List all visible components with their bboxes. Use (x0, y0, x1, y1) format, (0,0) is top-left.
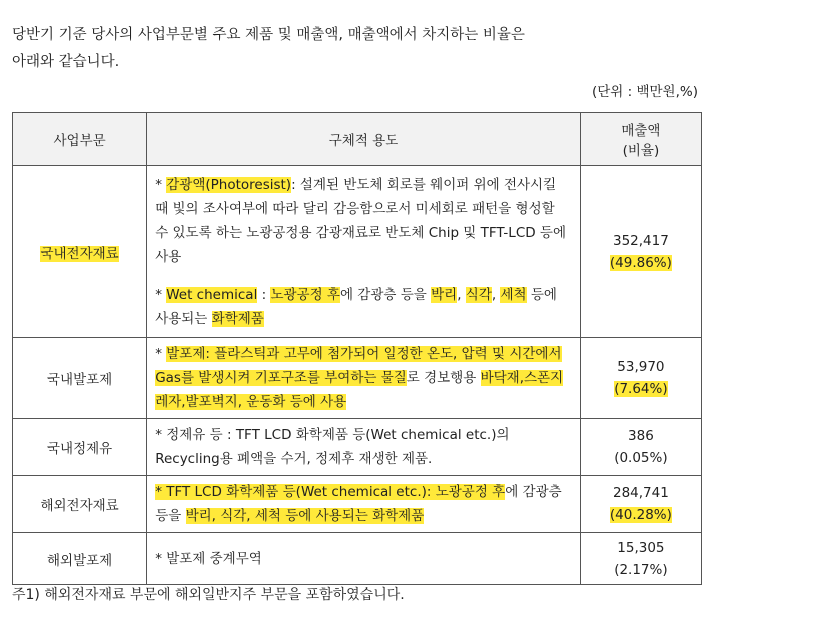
table-row (13, 419, 702, 476)
highlighted-text: 세척 (500, 286, 527, 303)
sales-amount: 284,741 (612, 485, 669, 501)
sales-ratio: (7.64%) (614, 381, 668, 397)
segment-cell (13, 476, 147, 533)
use-text: 에 감광층 등을 (155, 484, 562, 524)
header-segment: 사업부문 (13, 113, 147, 166)
highlighted-text: 식각 (465, 286, 492, 303)
use-text: * 발포제 중계무역 (155, 550, 262, 567)
bullet: * (155, 286, 167, 303)
use-text: 등에 사용되는 (155, 286, 557, 327)
highlighted-text: * TFT LCD 화학제품 등(Wet chemical etc.): 노광공정 후 (155, 484, 506, 500)
sales-amount: 386 (628, 428, 654, 444)
use-cell (147, 419, 581, 476)
highlighted-text: Wet chemical (166, 286, 258, 303)
header-ratio-label: (비율) (622, 143, 660, 159)
sales-ratio: (49.86%) (609, 254, 672, 271)
sales-table (12, 112, 702, 585)
segment-cell (13, 533, 147, 585)
use-text: 로 경보행용 (406, 370, 481, 386)
table-row (13, 533, 702, 585)
sales-cell (580, 476, 701, 533)
segment-label: 국내전자재료 (40, 245, 119, 262)
sales-cell (580, 419, 701, 476)
use-paragraph-wet-chemical (155, 283, 572, 331)
sales-ratio: (0.05%) (614, 450, 668, 466)
sales-amount: 53,970 (617, 359, 665, 375)
use-text: , (491, 286, 501, 303)
bullet: * (155, 176, 167, 193)
highlighted-text: 화학제품 (211, 310, 264, 327)
use-cell (147, 166, 581, 338)
header-use: 구체적 용도 (147, 113, 581, 166)
header-sales-label: 매출액 (621, 123, 661, 139)
use-cell (147, 338, 581, 419)
table-row (13, 338, 702, 419)
highlighted-text: 노광공정 후 (270, 286, 340, 303)
segment-cell (13, 338, 147, 419)
use-text: : 설계된 반도체 회로를 웨이퍼 위에 전사시킬 때 빛의 조사여부에 따라 달리 감응함으로서 미세회로 패턴을 형성할 수 있도록 하는 노광공정용 감광재료로 반도체 Chip 및 TFT-LCD 등에 사용 (155, 176, 567, 265)
segment-label: 국내발포제 (46, 372, 113, 388)
sales-amount: 15,305 (617, 539, 665, 556)
intro-paragraph (12, 22, 652, 76)
sales-cell (580, 338, 701, 419)
table-header-row (13, 113, 702, 166)
sales-amount: 352,417 (612, 232, 669, 249)
intro-line-1: 당반기 기준 당사의 사업부문별 주요 제품 및 매출액, 매출액에서 차지하는 비율은 (12, 27, 525, 43)
header-sales (580, 113, 701, 166)
segment-cell (13, 419, 147, 476)
highlighted-text: 바닥재,스폰지레자,발포벽지, 운동화 등에 사용 (155, 370, 564, 410)
use-text: , (457, 286, 466, 303)
segment-label: 해외발포제 (46, 552, 113, 569)
highlighted-text: 감광액(Photoresist) (166, 176, 292, 193)
segment-cell (13, 166, 147, 338)
sales-ratio: (2.17%) (614, 561, 668, 578)
segment-label: 국내정제유 (46, 441, 113, 457)
highlighted-text: 발포제: 플라스틱과 고무에 첨가되어 일정한 온도, 압력 및 시간에서 Gas를 발생시켜 기포구조를 부여하는 물질 (155, 346, 562, 386)
use-text: * 정제유 등 : TFT LCD 화학제품 등(Wet chemical etc.)의 Recycling용 폐액을 수거, 정제후 재생한 제품. (155, 427, 510, 467)
table-row (13, 476, 702, 533)
footnote: 주1) 해외전자재료 부문에 해외일반지주 부문을 포함하였습니다. (12, 587, 405, 603)
sales-cell (580, 533, 701, 585)
segment-label: 해외전자재료 (40, 498, 119, 514)
unit-label: (단위 : 백만원,%) (592, 84, 698, 100)
use-cell (147, 533, 581, 585)
bullet: * (155, 346, 167, 362)
highlighted-text: 박리 (431, 286, 458, 303)
use-cell (147, 476, 581, 533)
sales-cell (580, 166, 701, 338)
highlighted-text: 박리, 식각, 세척 등에 사용되는 화학제품 (185, 508, 425, 524)
use-paragraph-photoresist (155, 173, 572, 269)
sales-ratio: (40.28%) (609, 507, 672, 523)
intro-line-2: 아래와 같습니다. (12, 54, 120, 70)
table-row (13, 166, 702, 338)
use-text: : (257, 286, 271, 303)
use-text: 에 감광층 등을 (339, 286, 432, 303)
